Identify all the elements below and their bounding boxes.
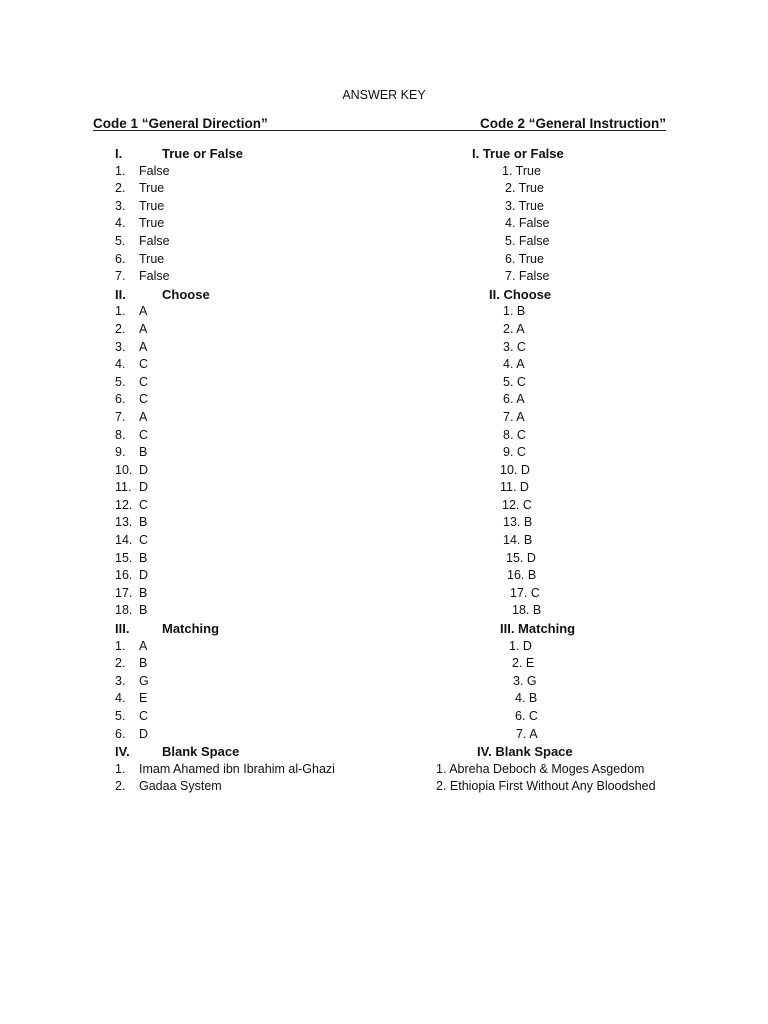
code2-answer-row: 3. G <box>513 673 537 688</box>
answer-value: D <box>139 462 149 477</box>
code2-answer-row: 4. B <box>515 691 538 706</box>
code2-answer-row: 3. True <box>505 198 544 213</box>
code1-answers <box>115 145 415 796</box>
code1-section-heading <box>115 286 415 304</box>
answer-value: G <box>139 673 149 688</box>
code1-answer-row <box>115 585 415 603</box>
answer-value: D <box>139 480 149 495</box>
answer-value: D <box>139 568 149 583</box>
answer-value: False <box>139 163 170 178</box>
answer-number: 6. <box>115 392 126 407</box>
code1-answer-row <box>115 514 415 532</box>
answer-number: 2. <box>115 656 126 671</box>
answer-number: 2. <box>115 779 126 794</box>
answer-value: C <box>139 392 149 407</box>
code1-answer-row <box>115 233 415 251</box>
answer-number: 1. <box>115 304 126 319</box>
answer-number: 8. <box>115 427 126 442</box>
code2-answer-row: 5. False <box>505 233 550 248</box>
code2-answer-row: 12. C <box>502 497 532 512</box>
code2-answer-row: 1. True <box>502 163 541 178</box>
answer-number: 6. <box>115 726 126 741</box>
code2-answer-row: 7. A <box>516 726 538 741</box>
answer-number: 1. <box>115 638 126 653</box>
answer-number: 1. <box>115 761 126 776</box>
code2-answer-row: 2. E <box>512 656 535 671</box>
answer-value: B <box>139 550 148 565</box>
code1-answer-row <box>115 303 415 321</box>
code1-answer-row <box>115 215 415 233</box>
code1-answer-row <box>115 427 415 445</box>
code2-answer-row: 13. B <box>503 515 533 530</box>
answer-value: True <box>139 198 165 213</box>
code1-answer-row <box>115 268 415 286</box>
answer-value: False <box>139 233 170 248</box>
code2-answer-row: 10. D <box>500 462 530 477</box>
answer-number: 7. <box>115 269 126 284</box>
code2-answer-row: 9. C <box>503 445 526 460</box>
code1-answer-row <box>115 356 415 374</box>
code1-answer-row <box>115 163 415 181</box>
answer-value: E <box>139 691 148 706</box>
answer-number: 4. <box>115 691 126 706</box>
answer-number: 3. <box>115 198 126 213</box>
answer-value: A <box>139 304 148 319</box>
code1-answer-row <box>115 391 415 409</box>
code1-answer-row <box>115 778 415 796</box>
answer-number: 12. <box>115 497 133 512</box>
answer-value: B <box>139 585 148 600</box>
code2-answer-row: 16. B <box>507 568 537 583</box>
code1-answer-row <box>115 374 415 392</box>
answer-number: 5. <box>115 374 126 389</box>
section-roman-numeral: IV. <box>115 744 130 760</box>
answer-number: 11. <box>115 480 132 495</box>
code1-answer-row <box>115 638 415 656</box>
code2-answer-row: 3. C <box>503 339 526 354</box>
answer-value: False <box>139 269 170 284</box>
code2-section-heading: III. Matching <box>500 621 576 637</box>
code2-answer-row: 8. C <box>503 427 526 442</box>
code1-answer-row <box>115 690 415 708</box>
code2-answer-row: 4. A <box>503 357 525 372</box>
answer-number: 16. <box>115 568 133 583</box>
code2-answer-row: 6. A <box>503 392 525 407</box>
answer-value: A <box>139 638 148 653</box>
answer-value: Imam Ahamed ibn Ibrahim al-Ghazi <box>139 761 335 776</box>
code2-answer-row: 7. False <box>505 269 550 284</box>
answer-number: 10. <box>115 462 133 477</box>
code2-answer-row: 1. B <box>503 304 526 319</box>
answer-number: 13. <box>115 515 133 530</box>
code1-answer-row <box>115 251 415 269</box>
code1-answer-row <box>115 462 415 480</box>
code1-answer-row <box>115 321 415 339</box>
code1-answer-row <box>115 550 415 568</box>
code1-answer-row <box>115 708 415 726</box>
code2-section-heading: I. True or False <box>472 146 564 161</box>
code1-answer-row <box>115 673 415 691</box>
section-name: Blank Space <box>162 744 240 760</box>
answer-value: D <box>139 726 149 741</box>
code2-answer-row: 17. C <box>510 585 540 600</box>
code2-answer-row: 2. A <box>503 321 525 336</box>
section-roman-numeral: I. <box>115 146 123 161</box>
code2-answer-row: 7. A <box>503 409 525 424</box>
code2-answer-row: 5. C <box>503 374 526 389</box>
code1-answer-row <box>115 180 415 198</box>
code1-answer-row <box>115 655 415 673</box>
code1-answer-row <box>115 726 415 744</box>
code1-title: Code 1 “General Direction” <box>93 116 268 131</box>
code2-answer-row: 2. True <box>505 181 544 196</box>
answer-value: C <box>139 533 149 548</box>
code1-answer-row <box>115 409 415 427</box>
section-roman-numeral: II. <box>115 286 126 302</box>
answer-number: 15. <box>115 550 133 565</box>
answer-number: 3. <box>115 339 126 354</box>
header-underline <box>93 130 666 131</box>
document-title: ANSWER KEY <box>342 88 426 102</box>
answer-number: 5. <box>115 233 126 248</box>
answer-value: Gadaa System <box>139 779 222 794</box>
answer-number: 6. <box>115 251 126 266</box>
code1-answer-row <box>115 497 415 515</box>
answer-number: 5. <box>115 709 126 723</box>
answer-number: 9. <box>115 445 126 460</box>
code2-answer-row: 14. B <box>503 533 533 548</box>
section-name: Matching <box>162 621 220 637</box>
code1-answer-row <box>115 479 415 497</box>
code2-answer-row: 1. Abreha Deboch & Moges Asgedom <box>436 761 645 776</box>
answer-value: A <box>139 409 148 424</box>
code1-answer-row <box>115 198 415 216</box>
answer-value: C <box>139 374 149 389</box>
answer-value: True <box>139 181 165 196</box>
code2-answer-row: 6. True <box>505 251 544 266</box>
code2-title: Code 2 “General Instruction” <box>479 116 666 131</box>
code2-section-heading: II. Choose <box>489 286 552 302</box>
answer-value: C <box>139 709 149 723</box>
answer-number: 7. <box>115 409 126 424</box>
answer-value: B <box>139 656 148 671</box>
code2-section-heading: IV. Blank Space <box>477 744 573 760</box>
code1-answer-row <box>115 761 415 779</box>
answer-value: True <box>139 216 165 231</box>
answer-value: True <box>139 251 165 266</box>
code2-answer-row: 15. D <box>506 550 536 565</box>
answer-number: 1. <box>115 163 126 178</box>
answer-number: 2. <box>115 181 126 196</box>
answer-value: A <box>139 321 148 336</box>
answer-value: B <box>139 445 148 460</box>
answer-value: C <box>139 497 149 512</box>
code1-answer-row <box>115 444 415 462</box>
answer-number: 17. <box>115 585 133 600</box>
section-roman-numeral: III. <box>115 621 130 637</box>
answer-value: C <box>139 357 149 372</box>
code2-answers <box>420 145 680 796</box>
code2-answer-row: 11. D <box>500 480 529 495</box>
answer-number: 4. <box>115 357 126 372</box>
section-name: True or False <box>162 146 243 161</box>
code2-answer-row: 1. D <box>509 638 532 653</box>
code1-answer-row <box>115 339 415 357</box>
answer-value: B <box>139 603 148 618</box>
code1-answer-row <box>115 602 415 620</box>
answer-value: B <box>139 515 148 530</box>
answer-value: C <box>139 427 149 442</box>
answer-number: 4. <box>115 216 126 231</box>
section-name: Choose <box>162 286 210 302</box>
code2-answer-row: 4. False <box>505 216 550 231</box>
code1-answer-row <box>115 532 415 550</box>
code2-answer-row: 2. Ethiopia First Without Any Bloodshed <box>436 779 656 794</box>
code2-answer-row: 6. C <box>515 709 538 723</box>
code1-section-heading <box>115 743 415 761</box>
code1-answer-row <box>115 567 415 585</box>
code1-section-heading <box>115 145 415 163</box>
answer-number: 2. <box>115 321 126 336</box>
answer-number: 14. <box>115 533 133 548</box>
answer-number: 18. <box>115 603 133 618</box>
code1-section-heading <box>115 620 415 638</box>
answer-number: 3. <box>115 673 126 688</box>
code2-answer-row: 18. B <box>512 603 542 618</box>
answer-value: A <box>139 339 148 354</box>
